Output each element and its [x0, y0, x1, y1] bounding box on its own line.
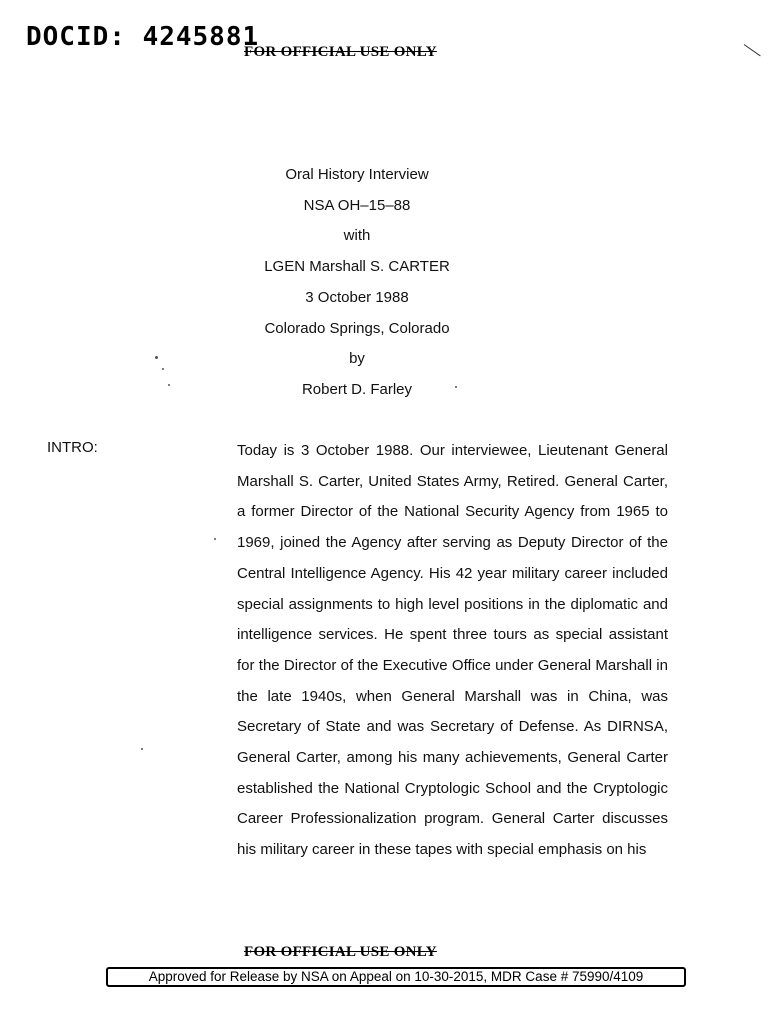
- title-line: Oral History Interview: [285, 166, 429, 183]
- title-block: [0, 160, 714, 406]
- scan-speck: [214, 538, 216, 540]
- interviewee-name: LGEN Marshall S. CARTER: [264, 258, 450, 276]
- document-number: NSA OH–15–88: [303, 196, 411, 214]
- scan-speck: [455, 386, 457, 388]
- corner-mark: [744, 44, 761, 56]
- interview-location: Colorado Springs, Colorado: [264, 319, 450, 337]
- intro-paragraph: [237, 436, 668, 866]
- scan-speck: [155, 356, 158, 359]
- release-approval-stamp: Approved for Release by NSA on Appeal on 10-30-2015, MDR Case # 75990/4109: [106, 967, 686, 987]
- intro-text: Today is 3 October 1988. Our interviewee, Lieutenant General Marshall S. Carter, United States Army, Retired. General Carter, a former Director of the National Security Agency from 1965 to 1969, joined the Agency after serving as Deputy Director of the Central Intelligence Agency. His 42 year military career included special assignments to high level positions in the diplomatic and intelligence services. He spent three tours as special assistant for the Director of the Executive Office under General Marshall in the late 1940s, when General Marshall was in China, was Secretary of State and was Secretary of Defense. As DIRNSA, General Carter, among his many achievements, General Carter established the National Cryptologic School and the Cryptologic Career Professionalization program. General Carter discusses his military career in these tapes with special emphasis on his: [237, 442, 668, 859]
- classification-marking-top: FOR OFFICIAL USE ONLY: [244, 44, 437, 60]
- interviewer-name: Robert D. Farley: [301, 380, 413, 398]
- scan-speck: [168, 384, 170, 386]
- interview-date: 3 October 1988: [305, 288, 409, 306]
- intro-label: INTRO:: [47, 439, 98, 456]
- scan-speck: [162, 368, 164, 370]
- classification-marking-bottom: FOR OFFICIAL USE ONLY: [244, 944, 437, 960]
- title-line: with: [343, 227, 371, 245]
- scan-speck: [141, 748, 143, 750]
- doc-id: DOCID: 4245881: [26, 22, 260, 52]
- title-line: by: [349, 350, 365, 368]
